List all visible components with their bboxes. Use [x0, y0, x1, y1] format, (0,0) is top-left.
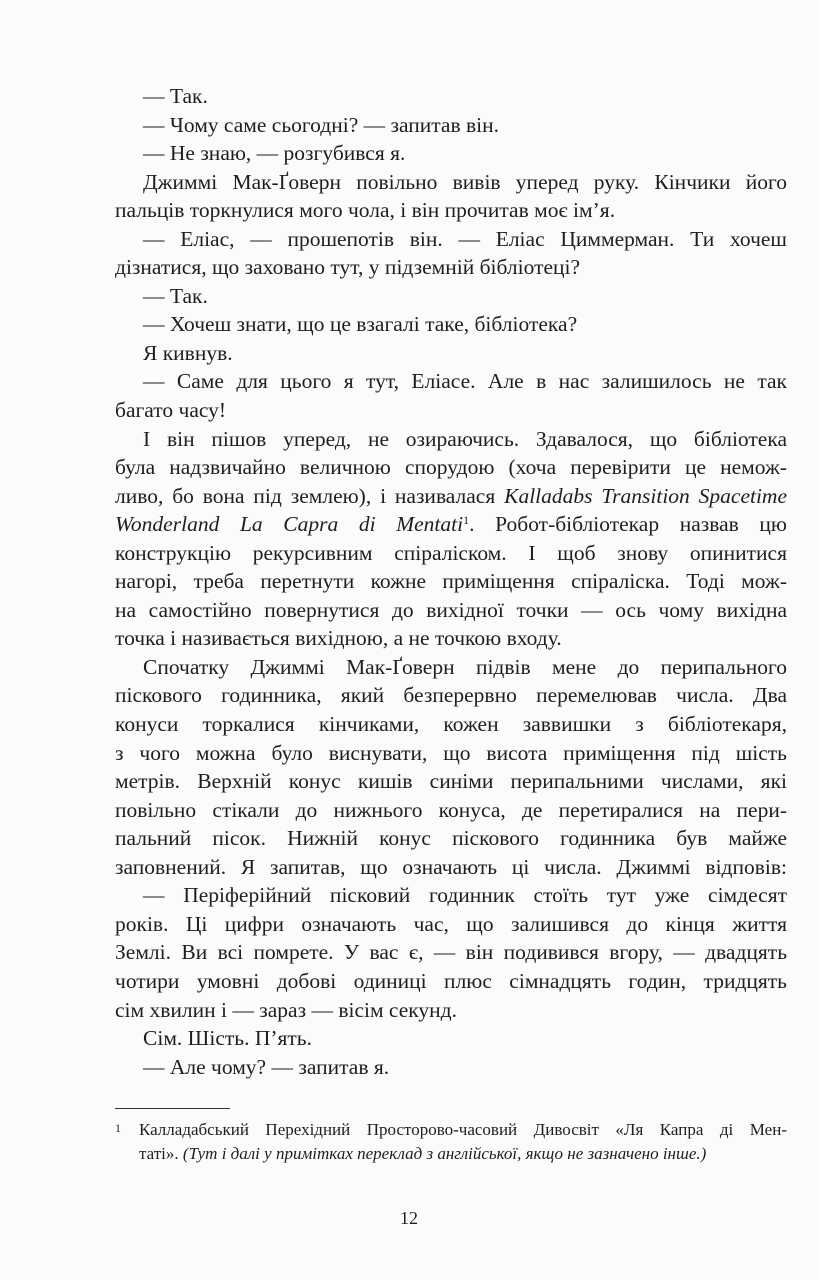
page-number: 12 — [400, 1208, 418, 1228]
text-line: І він пішов уперед, не озираючись. Здавалося, що бібліотека — [143, 426, 787, 451]
italic-title: Wonderland La Capra di Mentati — [115, 512, 464, 537]
text-line: пальний пісок. Нижній конус піскового годинника був майже — [115, 826, 787, 851]
text-line: — Але чому? — запитав я. — [143, 1054, 390, 1079]
text-line: точка і називається вихідною, а не точкою входу. — [115, 626, 562, 651]
text-line: метрів. Верхній конус кишів синіми перипальними числами, які — [115, 769, 787, 794]
text-segment: ливо, бо вона під землею), і називалася — [115, 483, 505, 508]
footnote — [115, 1118, 787, 1166]
text-line: на самостійно повернутися до вихідної точки — ось чому вихідна — [115, 597, 787, 622]
italic-title: Kalladabs Transition Spacetime — [504, 483, 788, 508]
text-line: — Так. — [143, 84, 208, 108]
footnote-text: таті». — [139, 1144, 183, 1163]
text-line: заповнений. Я запитав, що означають ці числа. Джиммі відповів: — [115, 854, 787, 879]
footnote-italic-note: (Тут і далі у примітках переклад з англійської, якщо не зазначено інше.) — [182, 1144, 707, 1163]
body-text — [115, 82, 787, 1081]
text-line: — Еліас, — прошепотів він. — Еліас Циммерман. Ти хочеш — [143, 226, 787, 251]
text-line: — Чому саме сьогодні? — запитав він. — [143, 112, 500, 137]
text-line: піскового годинника, який безперервно перемелював числа. Два — [115, 683, 787, 708]
text-line — [115, 482, 787, 511]
text-line — [115, 510, 787, 539]
text-line: — Не знаю, — розгубився я. — [143, 141, 406, 166]
text-line: була надзвичайно величною спорудою (хоча перевірити це немож- — [115, 455, 787, 480]
text-line: років. Ці цифри означають час, що залишився до кінця життя — [115, 911, 787, 936]
text-line: Землі. Ви всі помрете. У вас є, — він подивився вгору, — двадцять — [115, 940, 787, 965]
text-line: з чого можна було виснувати, що висота приміщення під шість — [115, 740, 787, 765]
text-line: чотири умовні добові одиниці плюс сімнадцять годин, тридцять — [115, 968, 787, 993]
text-line: Спочатку Джиммі Мак-Ґоверн підвів мене до перипального — [143, 654, 787, 679]
text-line: Сім. Шість. П’ять. — [143, 1026, 312, 1051]
text-line: багато часу! — [115, 398, 227, 423]
text-line: — Так. — [143, 283, 208, 308]
text-line: повільно стікали до нижнього конуса, де перетиралися на пери- — [115, 797, 787, 822]
text-line: — Саме для цього я тут, Еліасе. Але в нас залишилось не так — [143, 369, 787, 394]
text-line: Я кивнув. — [143, 340, 233, 365]
footnote-divider — [115, 1108, 230, 1109]
text-line: конструкцію рекурсивним спіраліском. І щоб знову опинитися — [115, 540, 787, 565]
footnote-number: 1 — [115, 1121, 121, 1135]
text-line: — Періферійний пісковий годинник стоїть тут уже сімдесят — [143, 883, 787, 908]
text-segment: . Робот-бібліотекар назвав цю — [469, 512, 787, 537]
text-line: конуси торкалися кінчиками, кожен заввишки з бібліотекаря, — [115, 712, 787, 737]
text-line: пальців торкнулися мого чола, і він прочитав моє ім’я. — [115, 198, 616, 223]
text-line: дізнатися, що заховано тут, у підземній бібліотеці? — [115, 255, 581, 280]
text-line: Джиммі Мак-Ґоверн повільно вивів уперед руку. Кінчики його — [143, 169, 787, 194]
footnote-line — [115, 1142, 787, 1166]
text-line: сім хвилин і — зараз — вісім секунд. — [115, 997, 457, 1022]
text-line: — Хочеш знати, що це взагалі таке, бібліотека? — [143, 312, 578, 337]
footnote-line: Калладабський Перехідний Просторово-часовий Дивосвіт «Ля Капра ді Мен- — [139, 1120, 787, 1139]
text-line: нагорі, треба перетнути кожне приміщення спіраліска. Тоді мож- — [115, 569, 787, 594]
footnote-ref[interactable]: 1 — [463, 513, 470, 528]
